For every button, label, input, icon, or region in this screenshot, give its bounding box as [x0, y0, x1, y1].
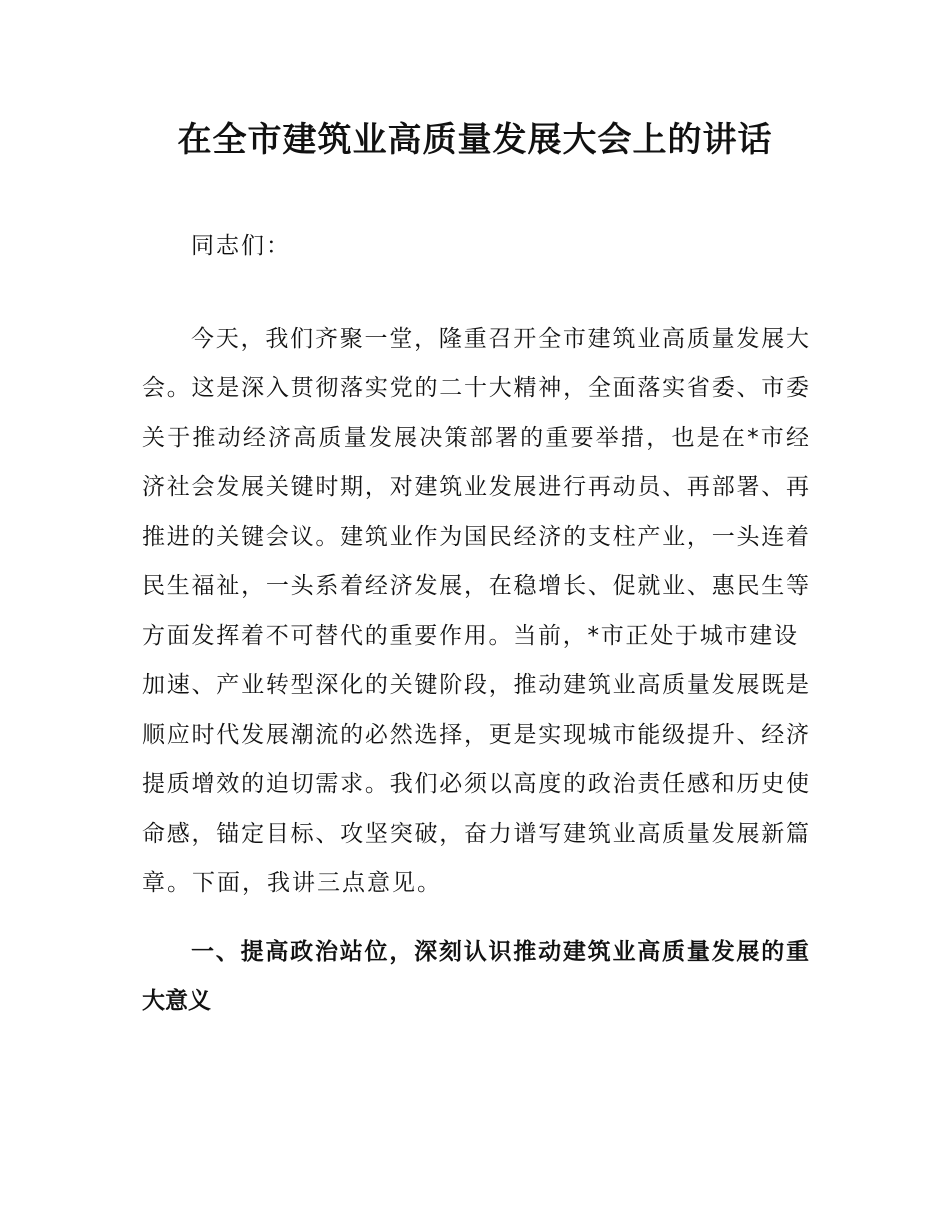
salutation: 同志们： — [191, 233, 291, 259]
document-title: 在全市建筑业高质量发展大会上的讲话 — [177, 120, 773, 160]
paragraph-line: 方面发挥着不可替代的重要作用。当前，*市正处于城市建设 — [142, 623, 797, 649]
section-heading-line: 一、提高政治站位，深刻认识推动建筑业高质量发展的重 — [191, 939, 809, 965]
paragraph-line: 加速、产业转型深化的关键阶段，推动建筑业高质量发展既是 — [142, 672, 809, 698]
paragraph-line: 会。这是深入贯彻落实党的二十大精神，全面落实省委、市委 — [142, 375, 809, 401]
paragraph-line: 济社会发展关键时期，对建筑业发展进行再动员、再部署、再 — [142, 474, 809, 500]
paragraph-line: 命感，锚定目标、攻坚突破，奋力谱写建筑业高质量发展新篇 — [142, 821, 809, 847]
paragraph-line: 推进的关键会议。建筑业作为国民经济的支柱产业，一头连着 — [142, 524, 809, 550]
paragraph-line: 顺应时代发展潮流的必然选择，更是实现城市能级提升、经济 — [142, 722, 809, 748]
paragraph-line: 章。下面，我讲三点意见。 — [142, 870, 442, 896]
paragraph-line: 关于推动经济高质量发展决策部署的重要举措，也是在*市经 — [142, 425, 809, 451]
paragraph-line: 民生福祉，一头系着经济发展，在稳增长、促就业、惠民生等 — [142, 573, 809, 599]
paragraph-line: 提质增效的迫切需求。我们必须以高度的政治责任感和历史使 — [142, 771, 809, 797]
paragraph-line: 今天，我们齐聚一堂，隆重召开全市建筑业高质量发展大 — [191, 326, 809, 352]
section-heading-line: 大意义 — [142, 988, 211, 1014]
